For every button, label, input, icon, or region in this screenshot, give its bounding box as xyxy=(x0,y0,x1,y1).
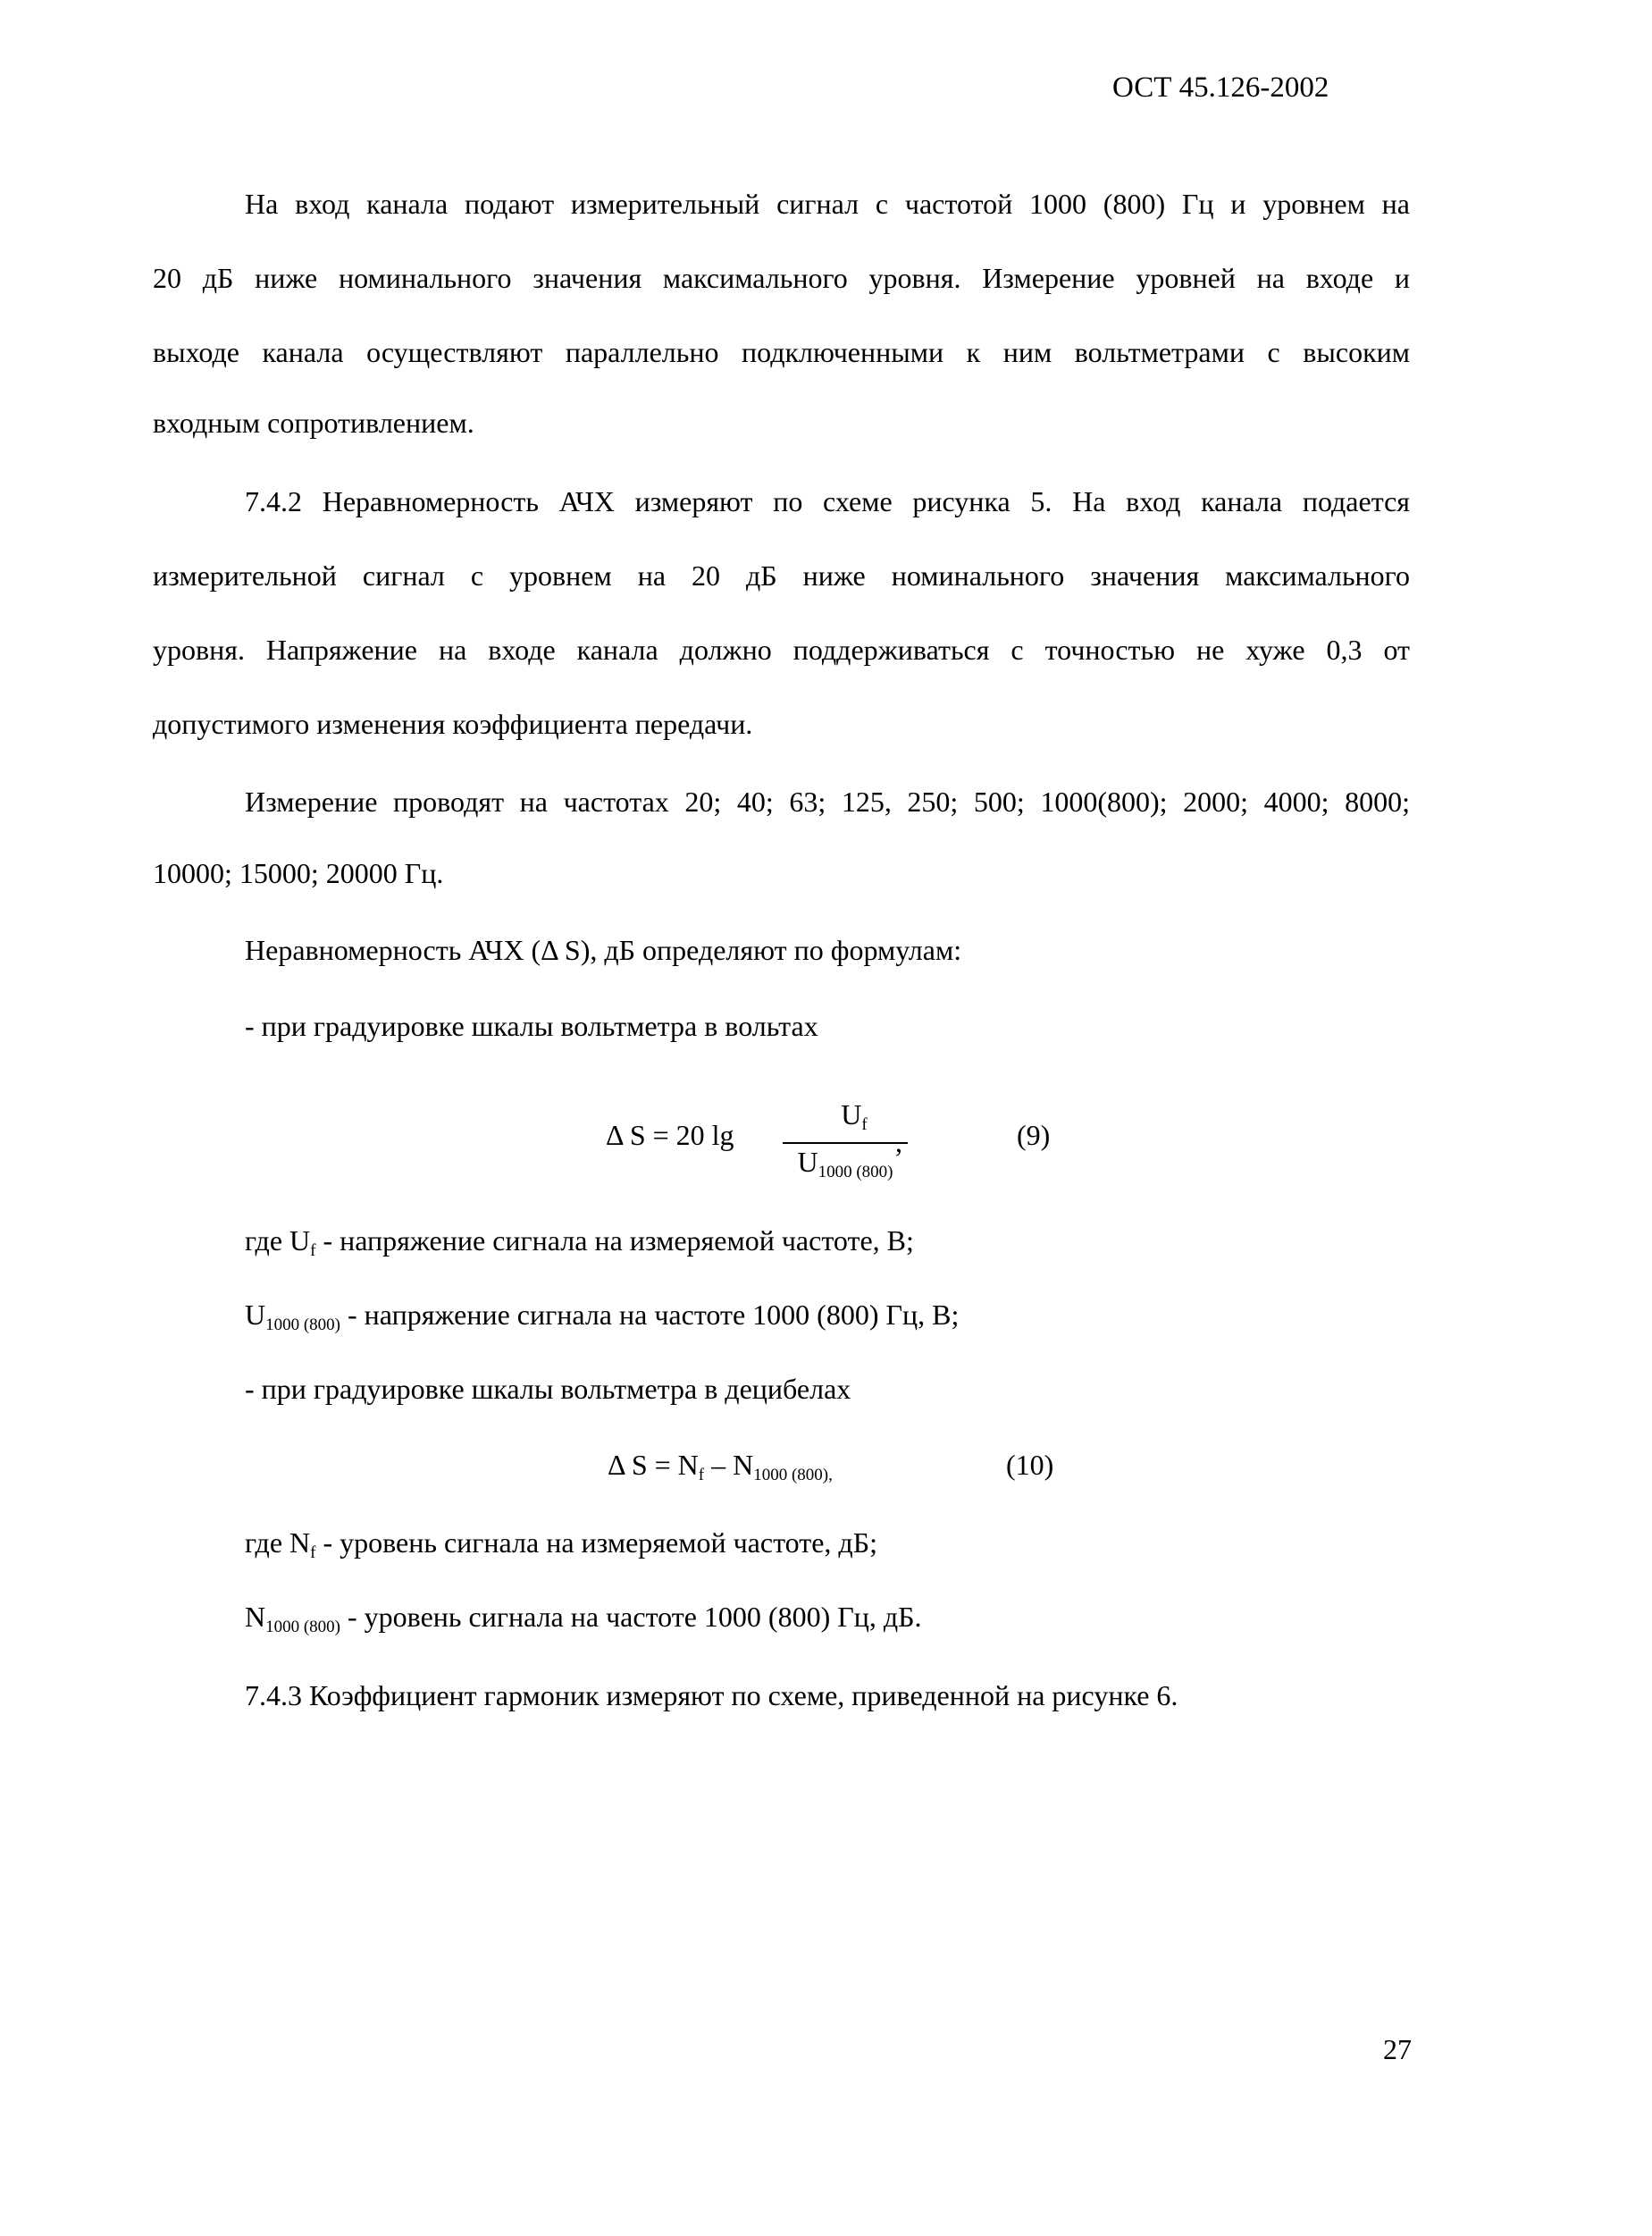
page-number: 27 xyxy=(1383,2033,1412,2065)
definition-text: - уровень сигнала на частоте 1000 (800) Гц, дБ. xyxy=(340,1601,922,1633)
subscript: 1000 (800) xyxy=(265,1618,341,1636)
paragraph-line: 20 дБ ниже номинального значения максимального уровня. Измерение уровней на входе и xyxy=(153,262,1410,294)
definition-text: - напряжение сигнала на измеряемой частоте, В; xyxy=(315,1224,914,1257)
symbol: U xyxy=(245,1299,266,1331)
definition-text: - уровень сигнала на измеряемой частоте, дБ; xyxy=(315,1526,877,1559)
symbol: где U xyxy=(245,1224,311,1257)
definition-nf xyxy=(245,1525,1410,1571)
numerator-subscript: f xyxy=(861,1115,868,1134)
denominator-subscript: 1000 (800) xyxy=(818,1163,893,1181)
paragraph-line: Неравномерность АЧХ (Δ S), дБ определяют по формулам: xyxy=(245,934,962,966)
paragraph-line: - при градуировке шкалы вольтметра в вольтах xyxy=(245,1010,818,1042)
subscript: f xyxy=(310,1241,316,1260)
definition-uf xyxy=(245,1223,1410,1269)
lhs: Δ S = N xyxy=(608,1449,699,1481)
paragraph-line: 10000; 15000; 20000 Гц. xyxy=(153,857,444,889)
paragraph-line: уровня. Напряжение на входе канала должно поддерживаться с точностью не хуже 0,3 от xyxy=(153,634,1410,666)
subscript: 1000 (800), xyxy=(753,1466,833,1484)
subscript: 1000 (800) xyxy=(265,1316,341,1334)
formula-9-fraction xyxy=(783,1097,908,1190)
paragraph-line: - при градуировке шкалы вольтметра в децибелах xyxy=(245,1373,851,1405)
definition-n1000 xyxy=(245,1599,1410,1645)
paragraph-line: 7.4.3 Коэффициент гармоник измеряют по схеме, приведенной на рисунке 6. xyxy=(245,1679,1178,1711)
formula-9-lhs: Δ S = 20 lg xyxy=(606,1119,734,1151)
denominator-symbol: U xyxy=(797,1146,818,1178)
symbol: где N xyxy=(245,1526,311,1559)
formula-10-expression xyxy=(608,1447,833,1493)
subscript: f xyxy=(310,1543,316,1562)
paragraph-line: На вход канала подают измерительный сигнал с частотой 1000 (800) Гц и уровнем на xyxy=(245,188,1410,220)
definition-text: - напряжение сигнала на частоте 1000 (800) Гц, В; xyxy=(340,1299,960,1331)
paragraph-line: допустимого изменения коэффициента передачи. xyxy=(153,708,753,740)
formula-9-denominator xyxy=(783,1144,908,1190)
symbol: N xyxy=(245,1601,266,1633)
paragraph-line: измерительной сигнал с уровнем на 20 дБ ниже номинального значения максимального xyxy=(153,559,1410,592)
formula-9-comma: , xyxy=(895,1126,902,1158)
minus-term: – N xyxy=(704,1449,754,1481)
document-header: ОСТ 45.126-2002 xyxy=(1112,71,1329,104)
paragraph-line: 7.4.2 Неравномерность АЧХ измеряют по схеме рисунка 5. На вход канала подается xyxy=(245,485,1410,517)
formula-9-number: (9) xyxy=(1017,1119,1051,1151)
paragraph-line: входным сопротивлением. xyxy=(153,407,474,439)
definition-u1000 xyxy=(245,1297,1410,1343)
numerator-symbol: U xyxy=(841,1098,862,1131)
paragraph-line: выходе канала осуществляют параллельно подключенными к ним вольтметрами с высоким xyxy=(153,336,1410,368)
formula-10-number: (10) xyxy=(1006,1449,1054,1481)
subscript: f xyxy=(698,1466,705,1484)
paragraph-line: Измерение проводят на частотах 20; 40; 63; 125, 250; 500; 1000(800); 2000; 4000; 8000; xyxy=(245,786,1410,818)
formula-9-numerator xyxy=(783,1097,908,1144)
